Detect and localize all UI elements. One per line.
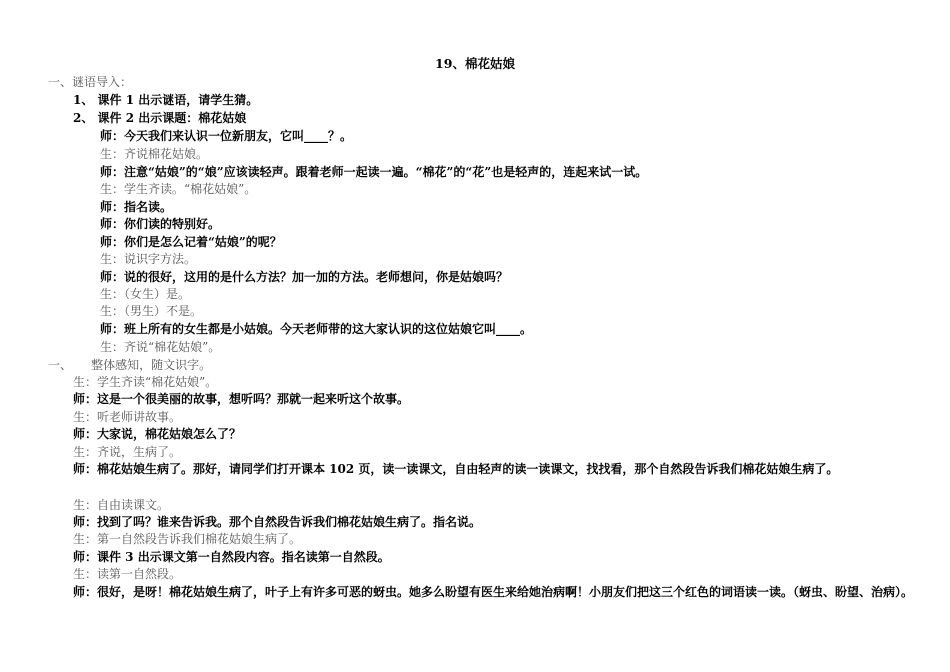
list-item: 1、 课件 1 出示谜语，请学生猜。 (73, 93, 259, 107)
student-line: 生：第一自然段告诉我们棉花姑娘生病了。 (73, 532, 302, 546)
list-item: 2、 课件 2 出示课题：棉花姑娘 (73, 111, 247, 125)
teacher-line: 师：课件 3 出示课文第一自然段内容。指名读第一自然段。 (73, 550, 390, 564)
teacher-line: 师：说的很好，这用的是什么方法？加一加的方法。老师想问，你是姑娘吗？ (100, 270, 509, 284)
teacher-line: 师：很好，是呀！棉花姑娘生病了，叶子上有许多可恶的蚜虫。她多么盼望有医生来给她治病啊！小朋友们把这三个红色的词语读一读。（蚜虫、盼望、治病）。 (73, 585, 914, 599)
student-line: 生：齐说“棉花姑娘”。 (100, 340, 221, 354)
teacher-line: 师：指名读。 (100, 200, 173, 214)
teacher-line: 师：你们读的特别好。 (100, 217, 221, 231)
student-line: 生：（男生）不是。 (100, 304, 203, 318)
teacher-line: 师：班上所有的女生都是小姑娘。今天老师带的这大家认识的这位姑娘它叫____。 (100, 322, 533, 336)
student-line: 生：听老师讲故事。 (73, 410, 182, 424)
student-line: 生：读第一自然段。 (73, 567, 182, 581)
teacher-line: 师：找到了吗？谁来告诉我。那个自然段告诉我们棉花姑娘生病了。指名说。 (73, 515, 482, 529)
student-line: 生：说识字方法。 (100, 252, 197, 266)
page-title: 19、棉花姑娘 (435, 56, 515, 71)
teacher-line: 师：大家说，棉花姑娘怎么了？ (73, 427, 242, 441)
student-line: 生：齐说，生病了。 (73, 445, 182, 459)
teacher-line: 师：你们是怎么记着“姑娘”的呢？ (100, 235, 282, 249)
student-line: 生：齐说棉花姑娘。 (100, 147, 209, 161)
teacher-line: 师：这是一个很美丽的故事，想听吗？那就一起来听这个故事。 (73, 392, 410, 406)
teacher-line: 师：今天我们来认识一位新朋友，它叫____？。 (100, 129, 353, 143)
section-heading: 一、 整体感知，随文识字。 (48, 358, 212, 372)
section-heading: 一、谜语导入： (48, 75, 133, 89)
teacher-line: 师：棉花姑娘生病了。那好，请同学们打开课本 102 页，读一读课文，自由轻声的读一读课文，找找看，那个自然段告诉我们棉花姑娘生病了。 (73, 462, 839, 476)
student-line: 生：学生齐读。“棉花姑娘”。 (100, 182, 257, 196)
student-line: 生：学生齐读“棉花姑娘”。 (73, 375, 218, 389)
student-line: 生：（女生）是。 (100, 287, 191, 301)
student-line: 生：自由读课文。 (73, 498, 170, 512)
teacher-line: 师：注意“姑娘”的“娘”应该读轻声。跟着老师一起读一遍。“棉花”的“花”也是轻声的，连起来试一试。 (100, 165, 648, 179)
